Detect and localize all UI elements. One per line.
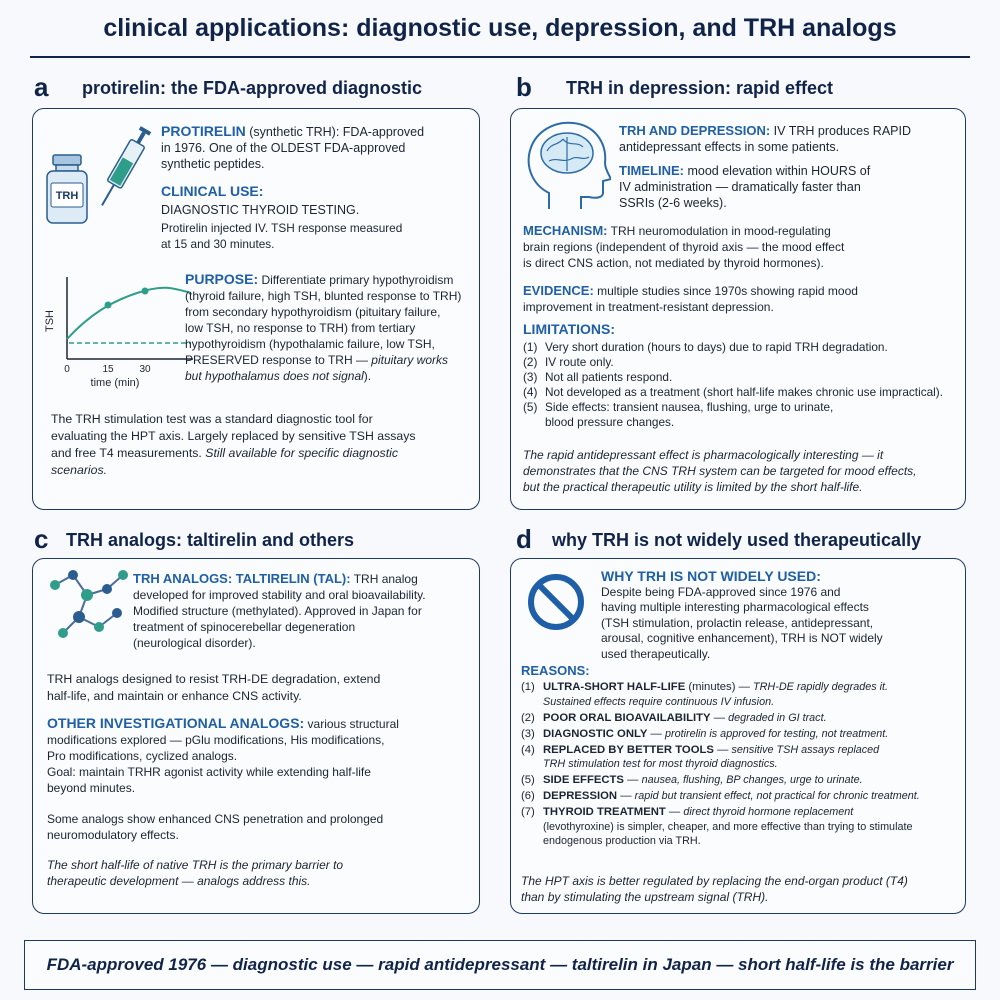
clinical-use-detail-2: at 15 and 30 minutes.	[161, 237, 275, 251]
why-line: (TSH stimulation, prolactin release, antidepressant,	[601, 615, 874, 630]
reason-detail: nausea, flushing, BP changes, urge to urinate.	[641, 774, 863, 786]
reasons-head: REASONS:	[521, 663, 590, 678]
panel-c-summary	[47, 857, 472, 889]
mechanism-head: MECHANISM:	[523, 223, 608, 238]
other-analogs-head: OTHER INVESTIGATIONAL ANALOGS:	[47, 715, 305, 731]
reason-detail: degraded in GI tract.	[728, 711, 827, 724]
trh-depression-head: TRH AND DEPRESSION:	[619, 123, 771, 138]
trh-depression-text: IV TRH produces RAPID	[770, 124, 911, 138]
reason-item	[521, 711, 961, 726]
graph-point-30	[142, 288, 149, 295]
panel-b-summary	[523, 447, 963, 495]
protirelin-head: PROTIRELIN	[161, 123, 246, 139]
reason-body	[543, 789, 920, 804]
reason-sep: —	[647, 727, 665, 740]
analogs-text: treatment of spinocerebellar degeneration	[133, 620, 356, 634]
clinical-use-head: CLINICAL USE:	[161, 183, 264, 199]
clinical-use-detail: Protirelin injected IV. TSH response measured	[161, 221, 403, 235]
reason-num: (6)	[521, 790, 535, 802]
other-analogs-block	[47, 715, 472, 796]
reason-cont: Sustained effects require continuous IV infusion.	[543, 695, 775, 708]
reason-detail: protirelin is approved for testing, not treatment.	[664, 727, 889, 740]
summary-line: The rapid antidepressant effect is pharmacologically interesting — it	[523, 448, 884, 462]
summary-line: but the practical therapeutic utility is limited by the short half-life.	[523, 480, 863, 494]
list-text: blood pressure changes.	[545, 415, 675, 429]
summary-line: than by stimulating the upstream signal (TRH).	[521, 890, 769, 904]
panel-a-title: protirelin: the FDA-approved diagnostic	[82, 78, 423, 98]
title-divider	[30, 56, 970, 58]
protirelin-text-2: in 1976. One of the OLDEST FDA-approved	[161, 141, 406, 155]
reason-body	[543, 773, 863, 788]
analogs-text: developed for improved stability and oral bioavailability.	[133, 588, 426, 602]
list-num: (5)	[523, 400, 538, 414]
panel-a-letter: a	[34, 72, 49, 102]
reason-item	[521, 789, 961, 804]
limitations-head: LIMITATIONS:	[523, 321, 616, 337]
reason-body	[543, 711, 827, 726]
reason-sep: (minutes) —	[685, 681, 754, 693]
list-item	[523, 355, 963, 370]
list-item-cont	[523, 415, 963, 430]
purpose-line: from secondary hypothyroidism (pituitary failure,	[185, 305, 441, 319]
reason-num: (3)	[521, 727, 535, 740]
prohibited-icon	[525, 571, 587, 633]
reason-title: DEPRESSION	[543, 790, 618, 802]
graph-tick-15: 15	[102, 364, 114, 375]
footer-text: FDA-approved 1976 — diagnostic use — rapid antidepressant — taltirelin in Japan — short half-life is the barrier	[46, 955, 954, 974]
trh-depression-block	[619, 123, 959, 155]
reason-detail: TRH-DE rapidly degrades it.	[753, 681, 889, 693]
purpose-head: PURPOSE:	[185, 271, 259, 287]
evidence-block	[523, 283, 963, 315]
reason-title: SIDE EFFECTS	[543, 774, 624, 786]
why-line: Despite being FDA-approved since 1976 and	[601, 584, 841, 599]
purpose-end: ).	[363, 369, 372, 383]
timeline-block	[619, 163, 959, 211]
vial-label: TRH	[55, 190, 79, 202]
reason-num: (1)	[521, 681, 535, 693]
graph-tick-30: 30	[139, 364, 151, 375]
protirelin-block	[161, 123, 471, 172]
panel-a-summary	[51, 411, 471, 479]
analogs-text: Modified structure (methylated). Approved in Japan for	[133, 604, 422, 618]
panel-d-title: why TRH is not widely used therapeutically	[552, 530, 922, 550]
panel-d-letter: d	[516, 524, 532, 554]
reason-title: ULTRA-SHORT HALF-LIFE	[543, 681, 686, 693]
purpose-line: PRESERVED response to TRH —	[185, 353, 372, 367]
some-line: neuromodulatory effects.	[47, 828, 179, 842]
design-line: TRH analogs designed to resist TRH-DE degradation, extend	[47, 672, 381, 686]
evidence-text: improvement in treatment-resistant depression.	[523, 300, 774, 314]
purpose-line: (thyroid failure, high TSH, blunted response to TRH)	[185, 289, 462, 303]
design-line: half-life, and maintain or enhance CNS activity.	[47, 689, 302, 703]
evidence-head: EVIDENCE:	[523, 283, 594, 298]
reasons-list	[521, 680, 961, 849]
reasons-block	[521, 663, 961, 850]
why-line: arousal, cognitive enhancement), TRH is NOT widely	[601, 631, 883, 645]
reason-item	[521, 727, 961, 742]
mechanism-block	[523, 223, 963, 271]
summary-line: therapeutic development — analogs address this.	[47, 874, 311, 888]
reason-detail: rapid but transient effect, not practical for chronic treatment.	[634, 790, 920, 802]
reason-detail: direct thyroid hormone replacement	[683, 806, 854, 818]
summary-line: The TRH stimulation test was a standard diagnostic tool for	[51, 412, 373, 426]
reason-num: (2)	[521, 711, 535, 724]
purpose-line: hypothyroidism (hypothalamic failure, low TSH,	[185, 337, 435, 351]
summary-line: The HPT axis is better regulated by replacing the end-organ product (T4)	[521, 874, 908, 888]
other-analogs-text: modifications explored — pGlu modifications, His modifications,	[47, 733, 385, 747]
list-item	[523, 385, 963, 400]
reason-item	[521, 680, 961, 709]
why-line: used therapeutically.	[601, 646, 711, 661]
timeline-text: IV administration — dramatically faster than	[619, 180, 861, 194]
list-num: (2)	[523, 355, 538, 369]
tsh-response-graph	[41, 271, 201, 389]
panel-c	[32, 558, 480, 914]
why-line: having multiple interesting pharmacological effects	[601, 600, 869, 614]
protirelin-text: (synthetic TRH): FDA-approved	[245, 125, 425, 139]
syringe-icon	[93, 119, 153, 219]
summary-line: demonstrates that the CNS TRH system can be targeted for mood effects,	[523, 464, 917, 478]
reason-num: (7)	[521, 806, 535, 818]
page-title: clinical applications: diagnostic use, depression, and TRH analogs	[103, 14, 897, 42]
clinical-use-block	[161, 183, 471, 252]
purpose-block	[185, 271, 475, 384]
graph-ylabel: TSH	[44, 310, 56, 332]
reason-num: (4)	[521, 743, 535, 756]
evidence-text: multiple studies since 1970s showing rapid mood	[593, 284, 858, 298]
list-text: Not all patients respond.	[545, 370, 673, 384]
goal-text: Goal: maintain TRHR agonist activity while extending half-life	[47, 765, 371, 779]
other-analogs-text: Pro modifications, cyclized analogs.	[47, 749, 238, 763]
vial-icon	[43, 153, 93, 227]
panel-c-title: TRH analogs: taltirelin and others	[66, 530, 355, 550]
analogs-block	[133, 571, 473, 651]
summary-line: and free T4 measurements.	[51, 446, 206, 460]
list-num: (4)	[523, 385, 538, 399]
list-item	[523, 340, 963, 355]
mechanism-text: is direct CNS action, not mediated by thyroid hormones).	[523, 256, 824, 270]
timeline-head: TIMELINE:	[619, 163, 684, 178]
goal-text: beyond minutes.	[47, 781, 136, 795]
panel-d-summary	[521, 873, 961, 905]
reason-sep: —	[710, 711, 729, 724]
summary-italic: scenarios.	[51, 463, 108, 477]
why-head: WHY TRH IS NOT WIDELY USED:	[601, 568, 821, 584]
why-block	[601, 569, 957, 662]
reason-cont: (levothyroxine) is simpler, cheaper, and more effective than trying to stimulate endogenous production via TRH.	[543, 820, 913, 847]
reason-item	[521, 805, 961, 849]
timeline-text: mood elevation within HOURS of	[684, 164, 871, 178]
panel-b	[510, 108, 966, 510]
other-analogs-text: various structural	[304, 717, 399, 731]
brain-head-icon	[519, 117, 611, 217]
reason-item	[521, 743, 961, 772]
reason-title: DIAGNOSTIC ONLY	[543, 727, 648, 740]
graph-tick-0: 0	[64, 364, 70, 375]
panel-b-letter: b	[516, 72, 532, 102]
mechanism-text: TRH neuromodulation in mood-regulating	[607, 224, 831, 238]
analogs-text: (neurological disorder).	[133, 636, 256, 650]
reason-cont: TRH stimulation test for most thyroid diagnostics.	[543, 758, 778, 770]
timeline-text: SSRIs (2-6 weeks).	[619, 196, 727, 210]
summary-line: The short half-life of native TRH is the primary barrier to	[47, 858, 344, 872]
mechanism-text: brain regions (independent of thyroid axis — the mood effect	[523, 240, 845, 254]
list-text: Very short duration (hours to days) due to rapid TRH degradation.	[545, 340, 888, 354]
reason-title: POOR ORAL BIOAVAILABILITY	[543, 711, 711, 724]
clinical-use-text: DIAGNOSTIC THYROID TESTING.	[161, 203, 360, 217]
analogs-text: TRH analog	[350, 572, 418, 586]
panel-d	[510, 558, 966, 914]
reason-detail: sensitive TSH assays replaced	[731, 743, 880, 756]
purpose-line: Differentiate primary hypothyroidism	[258, 273, 454, 287]
protirelin-text-3: synthetic peptides.	[161, 157, 265, 171]
list-num: (3)	[523, 370, 538, 384]
list-text: Not developed as a treatment (short half-life makes chronic use impractical).	[545, 385, 943, 399]
limitations-block	[523, 321, 963, 430]
reason-sep: —	[617, 790, 635, 802]
reason-item	[521, 773, 961, 788]
summary-line: evaluating the HPT axis. Largely replaced by sensitive TSH assays	[51, 429, 416, 443]
trh-depression-text: antidepressant effects in some patients.	[619, 140, 840, 154]
summary-italic: Still available for specific diagnostic	[205, 446, 398, 460]
reason-body	[543, 680, 888, 709]
analogs-head: TRH ANALOGS: TALTIRELIN (TAL):	[133, 571, 351, 586]
list-item	[523, 400, 963, 415]
panel-c-letter: c	[34, 524, 49, 554]
some-line: Some analogs show enhanced CNS penetration and prolonged	[47, 812, 384, 826]
reason-body	[543, 805, 961, 849]
reason-body	[543, 743, 879, 772]
list-item	[523, 370, 963, 385]
design-block	[47, 671, 472, 705]
purpose-italic: pituitary works	[371, 353, 448, 367]
list-num: (1)	[523, 340, 538, 354]
reason-sep: —	[623, 774, 642, 786]
reason-title: THYROID TREATMENT	[543, 806, 666, 818]
list-text: IV route only.	[545, 355, 614, 369]
reason-sep: —	[665, 806, 684, 818]
panel-b-title: TRH in depression: rapid effect	[566, 78, 834, 98]
graph-point-15	[105, 302, 112, 309]
reason-body	[543, 727, 888, 742]
some-block	[47, 811, 472, 843]
purpose-line: low TSH, no response to TRH) from tertiary	[185, 321, 416, 335]
purpose-italic: but hypothalamus does not signal	[185, 369, 364, 383]
panel-a	[32, 108, 480, 510]
graph-xlabel: time (min)	[90, 377, 140, 389]
reason-title: REPLACED BY BETTER TOOLS	[543, 743, 714, 756]
reason-num: (5)	[521, 774, 535, 786]
footer-banner	[24, 940, 976, 990]
reason-sep: —	[713, 743, 732, 756]
molecule-icon	[37, 565, 137, 651]
list-text: Side effects: transient nausea, flushing, urge to urinate,	[545, 400, 834, 414]
